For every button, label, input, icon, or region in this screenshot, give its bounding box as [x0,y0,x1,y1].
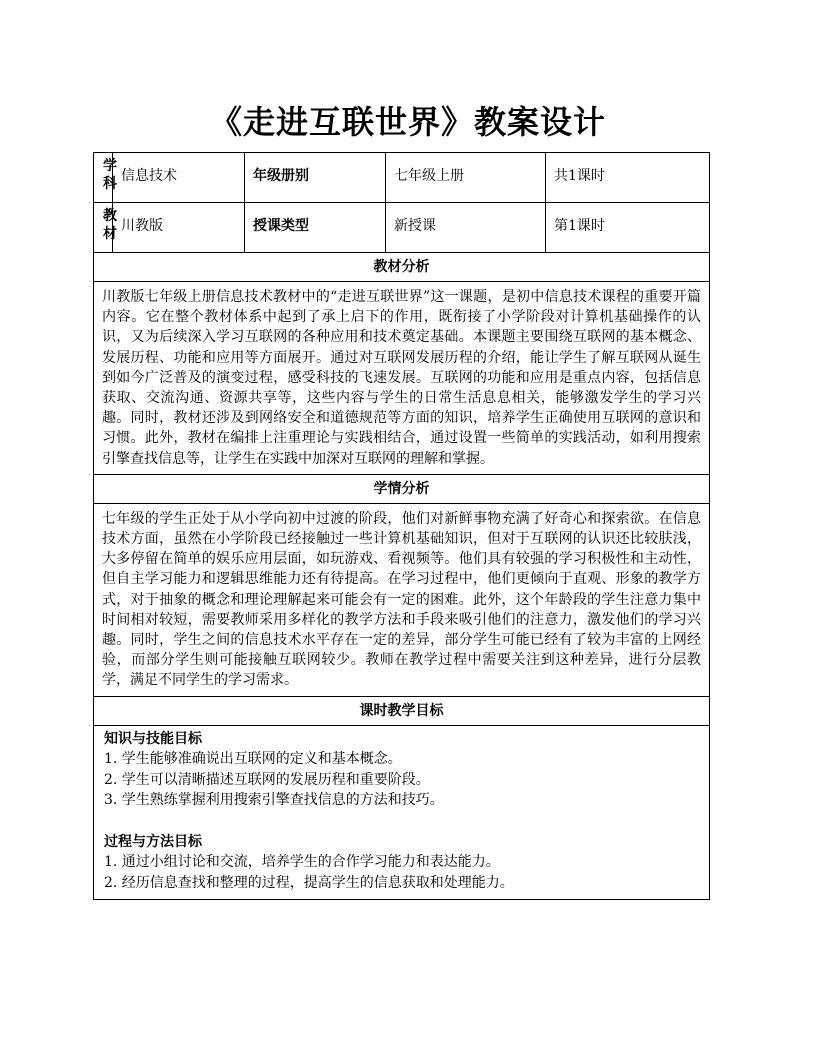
teaching-goals-body [94,726,709,900]
info-row-subject [94,153,710,203]
total-periods: 共1课时 [554,168,605,184]
process-goals-title: 过程与方法目标 [104,833,202,850]
goals-body-row [94,725,710,900]
grade-label: 年级册别 [253,168,309,184]
document-title: 《走进互联世界》教案设计 [209,103,606,141]
period-number: 第1课时 [554,218,605,234]
lesson-type-value: 新授课 [394,218,436,234]
student-analysis-heading: 学情分析 [94,474,710,503]
student-analysis-text: 七年级的学生正处于从小学向初中过渡的阶段，他们对新鲜事物充满了好奇心和探索欲。在信息技术方面，虽然在小学阶段已经接触过一些计算机基础知识，但对于互联网的认识还比较肤浅，大多停留在简单的娱乐应用层面，如玩游戏、看视频等。他们具有较强的学习积极性和主动性，但自主学习能力和逻辑思维能力还有待提高。在学习过程中，他们更倾向于直观、形象的教学方式，对于抽象的概念和理论理解起来可能会有一定的困难。此外，这个年龄段的学生注意力集中时间相对较短，需要教师采用多样化的教学方法和手段来吸引他们的注意力，激发他们的学习兴趣。同时，学生之间的信息技术水平存在一定的差异，部分学生可能已经有了较为丰富的上网经验，而部分学生则可能接触互联网较少。教师在教学过程中需要关注到这种差异，进行分层教学，满足不同学生的学习需求。 [102,510,701,689]
material-heading-row [94,253,710,282]
process-goal-item: 2. 经历信息查找和整理的过程，提高学生的信息获取和处理能力。 [104,874,514,891]
publisher-value: 川教版 [121,218,163,234]
process-goal-item: 1. 通过小组讨论和交流，培养学生的合作学习能力和表达能力。 [104,854,500,871]
textbook-label-cell [94,203,117,253]
teaching-goals-heading: 课时教学目标 [94,696,710,725]
subject-label: 学科 [103,158,117,192]
lesson-type-label: 授课类型 [253,218,309,234]
students-body-row [94,503,710,696]
lesson-plan-table [93,152,710,900]
material-body-row [94,282,710,475]
textbook-label: 教材 [103,208,117,242]
material-analysis-heading: 教材分析 [94,253,710,282]
subject-label-cell [94,153,117,203]
knowledge-goal-item: 3. 学生熟练掌握利用搜索引擎查找信息的方法和技巧。 [104,792,444,809]
students-heading-row [94,474,710,503]
knowledge-goal-item: 2. 学生可以清晰描述互联网的发展历程和重要阶段。 [104,771,430,788]
goals-heading-row [94,696,710,725]
knowledge-goal-item: 1. 学生能够准确说出互联网的定义和基本概念。 [104,751,402,768]
grade-value: 七年级上册 [394,168,464,184]
subject-value: 信息技术 [121,168,177,184]
material-analysis-text: 川教版七年级上册信息技术教材中的“走进互联世界”这一课题，是初中信息技术课程的重要开篇内容。它在整个教材体系中起到了承上启下的作用，既衔接了小学阶段对计算机基础操作的认识，又为后续深入学习互联网的各种应用和技术奠定基础。本课题主要围绕互联网的基本概念、发展历程、功能和应用等方面展开。通过对互联网发展历程的介绍，能让学生了解互联网从诞生到如今广泛普及的演变过程，感受科技的飞速发展。互联网的功能和应用是重点内容，包括信息获取、交流沟通、资源共享等，这些内容与学生的日常生活息息相关，能够激发学生的学习兴趣。同时，教材还涉及到网络安全和道德规范等方面的知识，培养学生正确使用互联网的意识和习惯。此外，教材在编排上注重理论与实践相结合，通过设置一些简单的实践活动，如利用搜索引擎查找信息等，让学生在实践中加深对互联网的理解和掌握。 [102,289,701,467]
knowledge-goals-title: 知识与技能目标 [104,730,202,747]
info-row-textbook [94,203,710,253]
